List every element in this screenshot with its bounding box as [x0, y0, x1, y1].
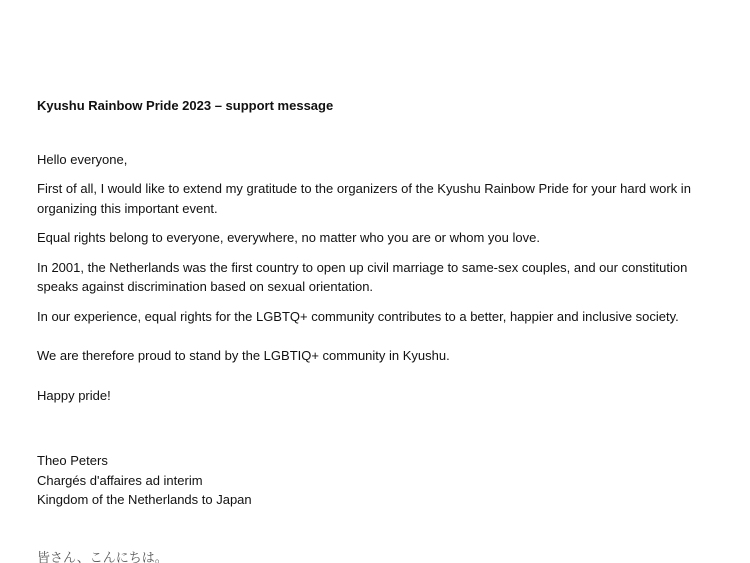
paragraph-experience: In our experience, equal rights for the LGBTQ+ community contributes to a better, happier and inclusive society. — [37, 308, 679, 324]
signature-organization: Kingdom of the Netherlands to Japan — [37, 492, 252, 507]
paragraph-gratitude: First of all, I would like to extend my gratitude to the organizers of the Kyushu Rainbow Pride for your hard work in organizing this important event. — [37, 181, 691, 216]
paragraph-support: We are therefore proud to stand by the LGBTIQ+ community in Kyushu. — [37, 348, 450, 363]
paragraph-happy-pride: Happy pride! — [37, 387, 111, 403]
signature-role: Chargés d'affaires ad interim — [37, 472, 203, 488]
letter-body — [37, 96, 727, 510]
greeting: Hello everyone, — [37, 151, 128, 167]
paragraph-netherlands-history: In 2001, the Netherlands was the first country to open up civil marriage to same-sex couples, and our constitution speaks against discrimination based on sexual orientation. — [37, 259, 688, 294]
paragraph-equal-rights: Equal rights belong to everyone, everywhere, no matter who you are or whom you love. — [37, 230, 540, 245]
document-title: Kyushu Rainbow Pride 2023 – support message — [37, 98, 334, 113]
signature-name: Theo Peters — [37, 453, 108, 468]
signature-block — [37, 451, 727, 510]
japanese-greeting: 皆さん、こんにちは。 — [37, 551, 168, 563]
